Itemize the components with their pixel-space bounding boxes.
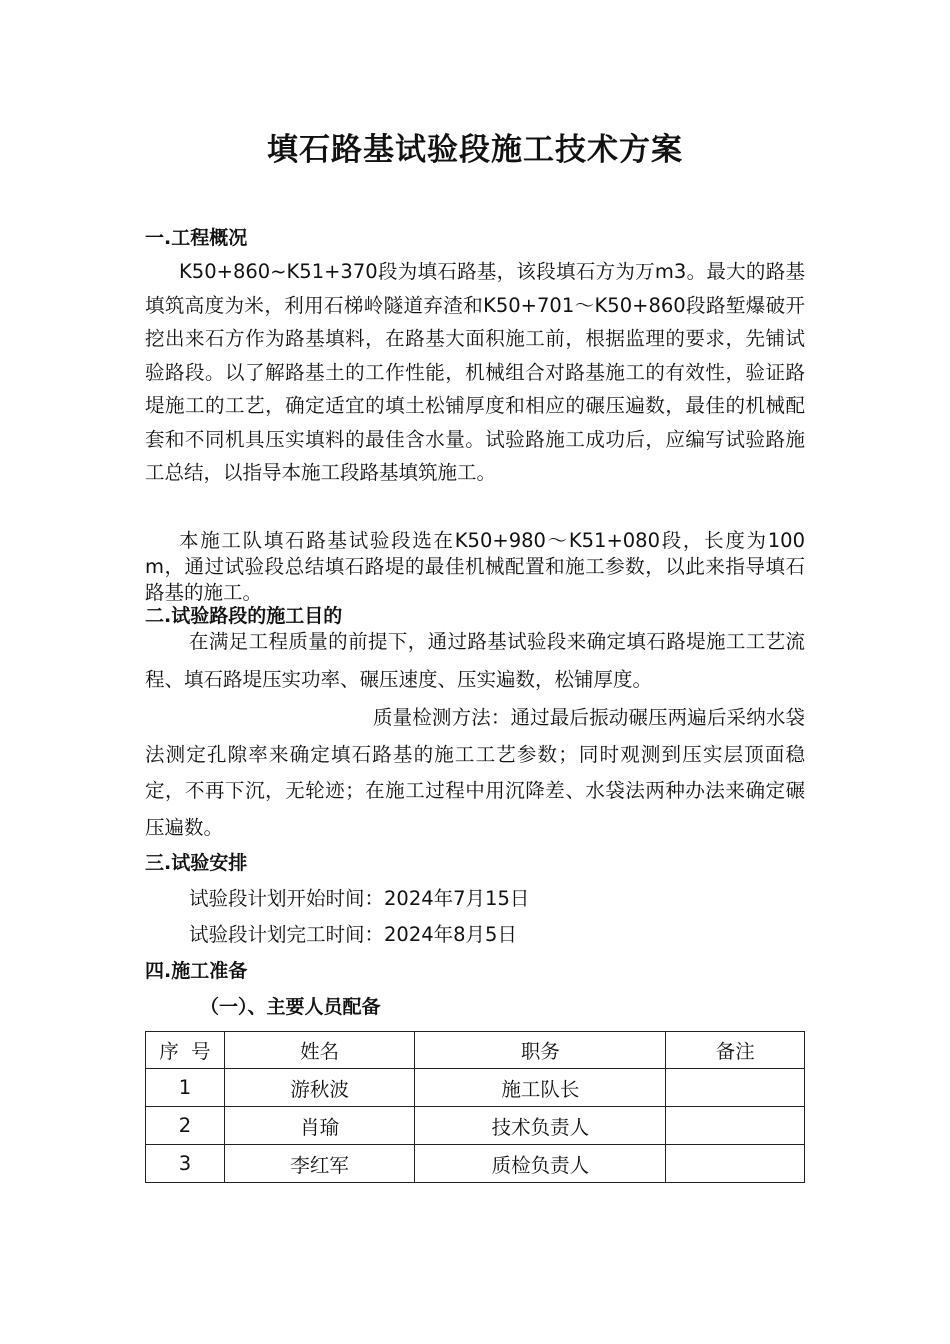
staff-table <box>145 1031 805 1183</box>
header-position: 职务 <box>415 1032 666 1069</box>
cell-number: 1 <box>146 1069 225 1107</box>
schedule-end-time: 试验段计划完工时间：2024年8月5日 <box>189 923 517 946</box>
schedule-start-time: 试验段计划开始时间：2024年7月15日 <box>189 887 530 910</box>
cell-name: 肖瑜 <box>224 1107 414 1145</box>
cell-number: 3 <box>146 1145 225 1183</box>
cell-remarks <box>666 1145 805 1183</box>
section-4-subheading: （一）、主要人员配备 <box>200 996 381 1018</box>
section-1-paragraph-1: K50+860~K51+370段为填石路基，该段填石方为万m3。最大的路基填筑高度为米，利用石梯岭隧道弃渣和K50+701～K50+860段路堑爆破开挖出来石方作为路基填料，在路基大面积施工前，根据监理的要求，先铺试验路段。以了解路基土的工作性能，机械组合对路基施工的有效性，验证路堤施工的工艺，确定适宜的填土松铺厚度和相应的碾压遍数，最佳的机械配套和不同机具压实填料的最佳含水量。试验路施工成功后，应编写试验路施工总结，以指导本施工段路基填筑施工。 <box>145 260 805 484</box>
cell-name: 游秋波 <box>224 1069 414 1107</box>
header-name: 姓名 <box>224 1032 414 1069</box>
document-title: 填石路基试验段施工技术方案 <box>267 132 683 168</box>
section-1-paragraph-2: 本施工队填石路基试验段选在K50+980～K51+080段，长度为100m，通过试验段总结填石路堤的最佳机械配置和施工参数，以此来指导填石路基的施工。 <box>145 529 805 604</box>
cell-position: 质检负责人 <box>415 1145 666 1183</box>
header-remarks: 备注 <box>666 1032 805 1069</box>
section-1-heading: 一.工程概况 <box>145 227 248 249</box>
cell-name: 李红军 <box>224 1145 414 1183</box>
section-2-heading: 二.试验路段的施工目的 <box>145 605 343 627</box>
header-number: 序 号 <box>146 1032 225 1069</box>
cell-number: 2 <box>146 1107 225 1145</box>
table-header-row <box>146 1032 805 1069</box>
cell-position: 施工队长 <box>415 1069 666 1107</box>
cell-remarks <box>666 1069 805 1107</box>
table-row <box>146 1145 805 1183</box>
section-2-paragraph-1: 在满足工程质量的前提下，通过路基试验段来确定填石路堤施工工艺流程、填石路堤压实功率、碾压速度、压实遍数，松铺厚度。 <box>145 630 805 691</box>
section-2-paragraph-2: 质量检测方法：通过最后振动碾压两遍后采纳水袋法测定孔隙率来确定填石路基的施工工艺参数；同时观测到压实层顶面稳定，不再下沉，无轮迹；在施工过程中用沉降差、水袋法两种办法来确定碾压遍数。 <box>145 706 805 839</box>
section-3-heading: 三.试验安排 <box>145 852 248 874</box>
table-row <box>146 1107 805 1145</box>
cell-remarks <box>666 1107 805 1145</box>
section-4-heading: 四.施工准备 <box>145 960 248 982</box>
cell-position: 技术负责人 <box>415 1107 666 1145</box>
table-row <box>146 1069 805 1107</box>
